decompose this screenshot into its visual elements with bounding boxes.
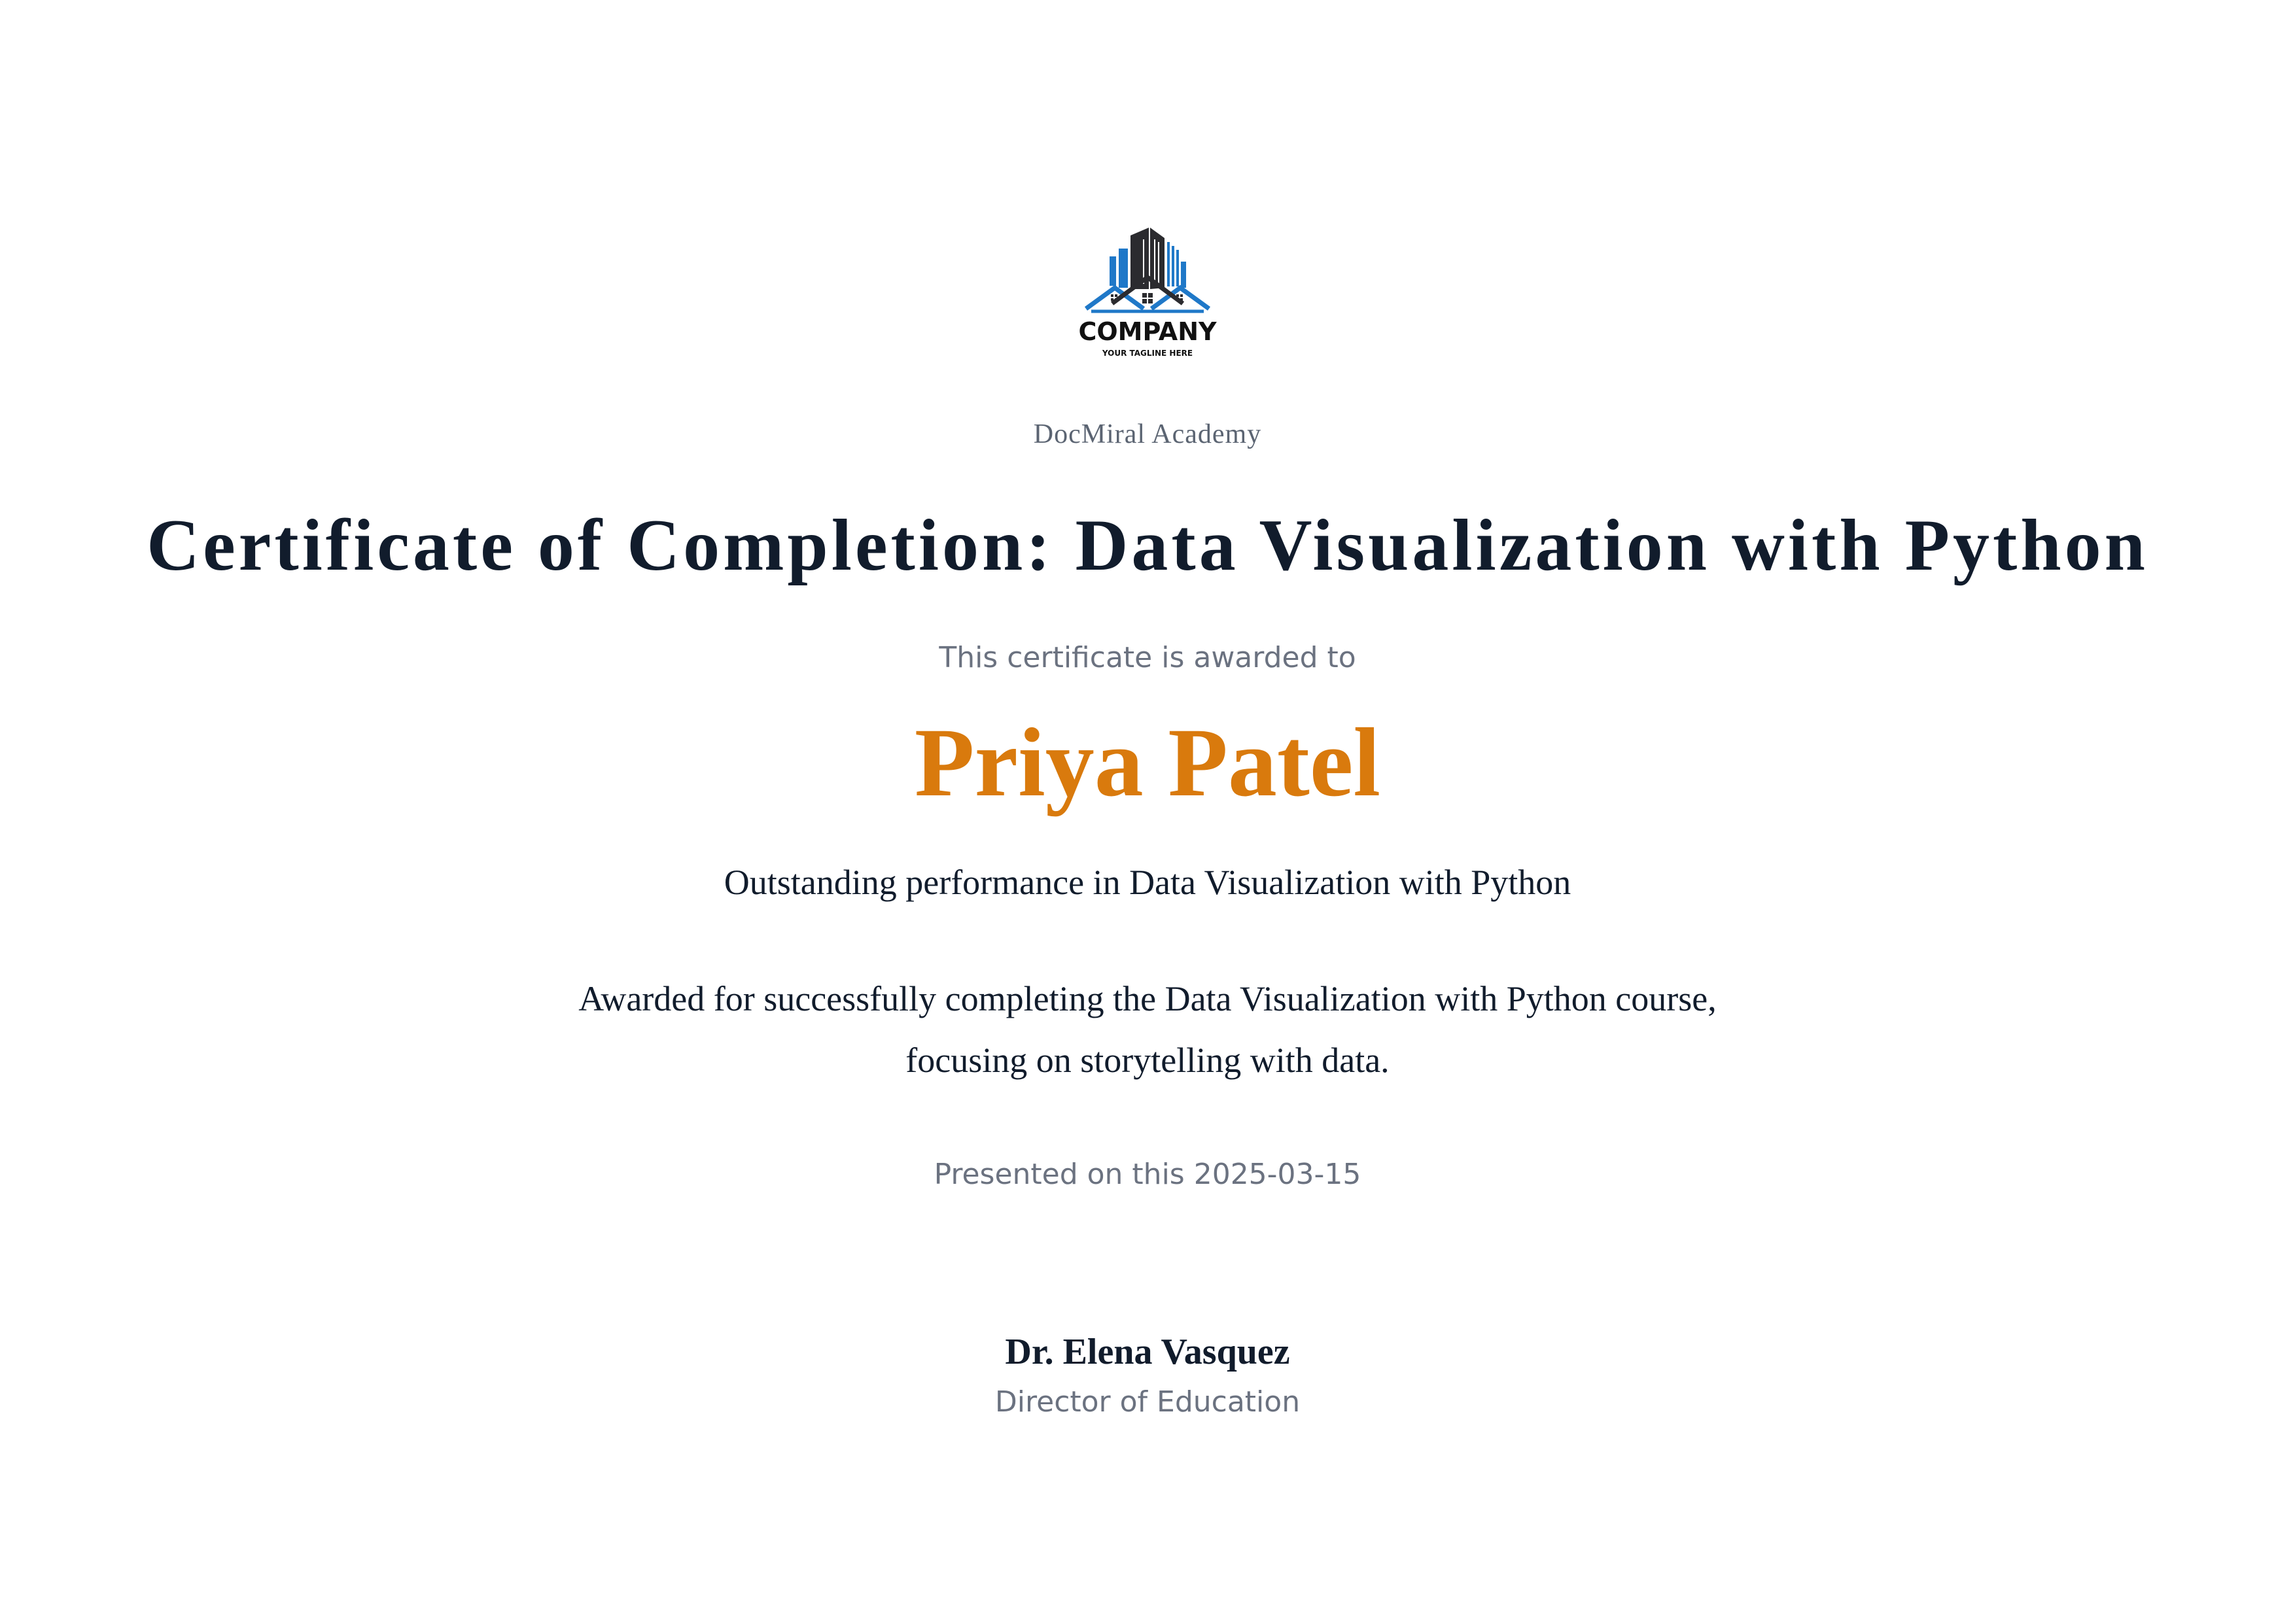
logo-wordmark: COMPANY bbox=[1078, 317, 1217, 346]
building-logo-icon bbox=[1072, 216, 1223, 366]
signatory-title: Director of Education bbox=[994, 1385, 1301, 1419]
issuer-name: DocMiral Academy bbox=[1033, 419, 1262, 449]
award-reason: Outstanding performance in Data Visualization with Python bbox=[724, 863, 1571, 902]
signatory-name: Dr. Elena Vasquez bbox=[1005, 1332, 1290, 1372]
description-line: Awarded for successfully completing the Data Visualization with Python course, bbox=[578, 979, 1717, 1018]
description-line: focusing on storytelling with data. bbox=[905, 1041, 1390, 1080]
logo-tagline: YOUR TAGLINE HERE bbox=[1102, 349, 1193, 358]
award-description bbox=[0, 968, 2295, 1091]
awarded-to-label: This certificate is awarded to bbox=[939, 641, 1356, 674]
presented-date: Presented on this 2025-03-15 bbox=[934, 1158, 1361, 1191]
company-logo bbox=[1072, 216, 1223, 366]
recipient-name: Priya Patel bbox=[914, 708, 1381, 817]
certificate-title: Certificate of Completion: Data Visualization with Python bbox=[147, 505, 2148, 586]
